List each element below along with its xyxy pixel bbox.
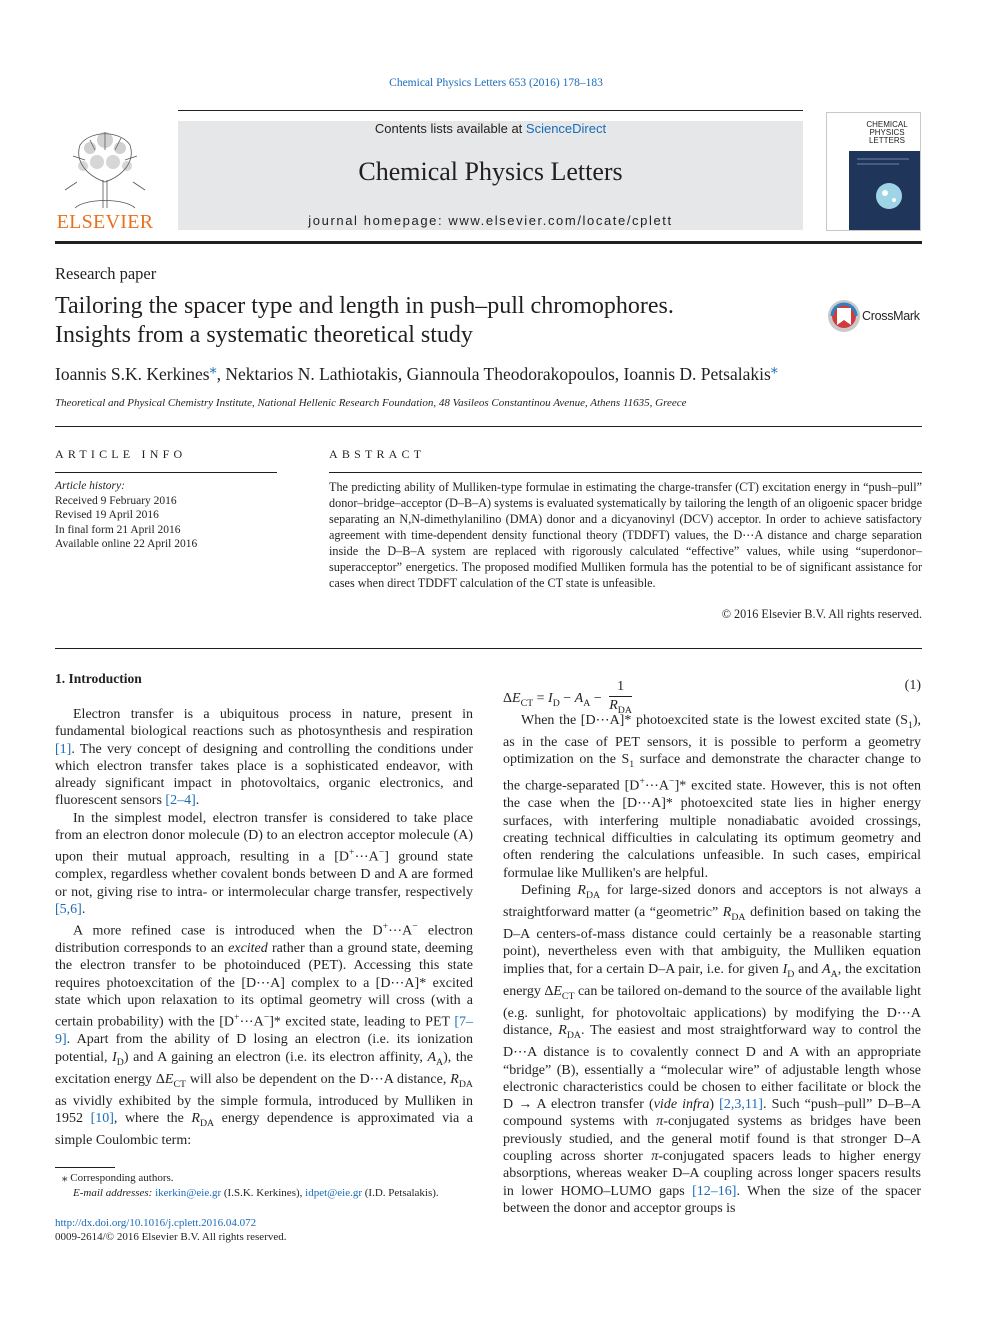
abstract-heading: ABSTRACT <box>329 447 426 461</box>
abstract-copyright: © 2016 Elsevier B.V. All rights reserved. <box>721 607 922 621</box>
contents-line <box>178 121 803 136</box>
header-rule-bottom <box>55 241 922 244</box>
journal-reference[interactable]: Chemical Physics Letters 653 (2016) 178–183 <box>389 77 603 89</box>
author-list <box>55 364 778 385</box>
corresponding-star-link[interactable]: ⁎ <box>770 362 778 378</box>
equation-1 <box>503 666 921 716</box>
footnote-emails <box>73 1187 439 1199</box>
divider <box>55 426 922 427</box>
paragraph: When the [D⋯A]* photoexcited state is the lowest excited state $(S_1)$, as in the case of PET sensors, it is possible to perform a geometry optimization on the $S_1$ surface and demonstrate the character change to the charge-separated [D+⋯A−]* excited state. However, this is not often the case when the [D⋯A]* photoexcited state lies in higher energy surfaces, with interfering multiple nonadiabatic avoided crossings, creating technical difficulties in calculating its optimum geometry and often rendering the calculations unfeasible. In such cases, empirical formulae like Mulliken's are helpful. <box>503 713 921 881</box>
history-label: Article history: <box>55 480 125 492</box>
email-owner: (I.S.K. Kerkines), <box>221 1187 306 1199</box>
footnote-rule <box>55 1167 115 1168</box>
citation-link[interactable]: [2–4] <box>165 793 196 809</box>
article-info-heading: ARTICLE INFO <box>55 447 187 461</box>
equation-body: $\Delta E_{CT} = I_D - A_A$ − 1 $R_{DA}$ <box>503 678 632 720</box>
history-final: In final form 21 April 2016 <box>55 523 181 536</box>
title-line-2: Insights from a systematic theoretical study <box>55 322 473 348</box>
homepage-url[interactable]: www.elsevier.com/locate/cplett <box>448 213 673 228</box>
article-title <box>55 292 815 350</box>
journal-title: Chemical Physics Letters <box>358 157 623 186</box>
equation-fraction: 1 $R_{DA}$ <box>609 679 632 716</box>
issn-line: 0009-2614/© 2016 Elsevier B.V. All rights reserved. <box>55 1231 287 1243</box>
cover-image-band <box>849 151 921 231</box>
paragraph: Electron transfer is a ubiquitous process in nature, present in fundamental biological reactions such as photosynthesis and respiration [1]. The very concept of designing and controlling the conditions under which electron transfer takes place is a sophisticated endeavor, with already significant impact in photovoltaics, organic electronics, and fluorescent sensors [2–4]. <box>55 707 473 809</box>
paragraph: In the simplest model, electron transfer is considered to take place from an electron donor molecule (D) to an electron acceptor molecule (A) upon their mutual approach, resulting in a [D+⋯A−] ground state complex, regardless whether covalent bonds between D and A are formed or not, giving rise to intra- or intermolecular charge transfer, respectively [5,6]. <box>55 810 474 917</box>
citation-link[interactable]: [7–9] <box>55 1015 473 1048</box>
email-owner: (I.D. Petsalakis). <box>362 1187 439 1199</box>
other-authors: , Nektarios N. Lathiotakis, Giannoula Theodorakopoulos, Ioannis D. Petsalakis <box>216 364 771 384</box>
abstract-text: The predicting ability of Mulliken-type formulae in estimating the charge-transfer (CT) excitation energy in “push–pull” donor–bridge–acceptor (D–B–A) systems is evaluated systematically by tailoring the length of an oligoenic spacer bridge separating an N,N-dimethylanilino (DMA) donor and a dicyanovinyl (DCV) acceptor. In order to achieve satisfactory agreement with time-dependent density functional theory (TDDFT) values, the D⋯A distance and charge separation inside the D–B–A system are replaced with rigorously calculated “effective” values, while using “superdonor–superacceptor” energetics. The proposed modified Mulliken formula has the potential to be of significant assistance for cases when direct TDDFT calculation of the CT state is unfeasible. <box>329 480 922 590</box>
crossmark-label[interactable]: CrossMark <box>862 309 920 323</box>
journal-homepage <box>178 213 803 228</box>
homepage-prefix: journal homepage: <box>308 213 449 228</box>
footnote-corresponding: ⁎ Corresponding authors. <box>62 1172 174 1184</box>
body-right-column <box>503 712 921 1217</box>
sciencedirect-link[interactable]: ScienceDirect <box>525 121 607 136</box>
corresponding-star-link[interactable]: ⁎ <box>209 362 217 378</box>
citation-link[interactable]: [12–16] <box>692 1183 737 1199</box>
email-link-petsalakis[interactable]: idpet@eie.gr <box>305 1187 362 1199</box>
contents-prefix: Contents lists available at <box>374 121 526 136</box>
divider <box>55 648 922 649</box>
history-revised: Revised 19 April 2016 <box>55 509 159 521</box>
cover-graphic <box>849 151 921 231</box>
author-kerkines: Ioannis S.K. Kerkines <box>55 364 210 384</box>
header-rule-top <box>178 110 803 111</box>
equation-number: (1) <box>904 678 921 693</box>
citation-link[interactable]: [10] <box>90 1111 114 1127</box>
paragraph: Defining $R_{DA}$ for large-sized donors and acceptors is not always a straightforward matter (a “geometric” $R_{DA}$ definition based on taking the D–A centers-of-mass distance could certainly be a reasonable starting point), nevertheless even with that ambiguity, the Mulliken equation implies that, for a certain D–A pair, i.e. for given $I_D$ and $A_A$, the excitation energy $\Delta E_{CT}$ can be tailored on-demand to the source of the available light (e.g. sunlight, for photovoltaic applications) by modifying the D⋯A distance, $R_{DA}$. The easiest and most straightforward way to control the D⋯A distance is to covalently connect D and A with an appropriate “bridge” (B), essentially a “molecular wire” of adjustable length whose electronic characteristics could be chosen to either facilitate or block the D → A electron transfer (vide infra) [2,3,11]. Such “push–pull” D–B–A compound systems with π-conjugated systems as bridges have been previously studied, and the general motif found is that stronger D–A coupling across shorter π-conjugated spacers leads to higher energy absorptions, whereas weaker D–A coupling across longer spacers results in lower HOMO–LUMO gaps [12–16]. When the size of the spacer between the donor and acceptor groups is <box>503 882 922 1216</box>
paragraph: A more refined case is introduced when the D+⋯A− electron distribution corresponds to an excited rather than a ground state, deeming the electron transfer to be photoinduced (PET). Accessing this state requires photoexcitation of the [D⋯A] complex to a [D⋯A]* excited state which upon relaxation to its optimal geometry will cross (with a certain probability) with the [D+⋯A−]* excited state, leading to PET [7–9]. Apart from the ability of D losing an electron (i.e. its ionization potential, $I_D$) and A gaining an electron (i.e. its electron affinity, $A_A$), the excitation energy $\Delta E_{CT}$ will also be dependent on the D⋯A distance, $R_{DA}$ as vividly exhibited by the simple formula, introduced by Mulliken in 1952 [10], where the $R_{DA}$ energy dependence is approximated via a simple Coulombic term: <box>55 921 474 1149</box>
journal-cover-thumbnail[interactable] <box>826 112 921 231</box>
affiliation: Theoretical and Physical Chemistry Institute, National Hellenic Research Foundation, 48 Vasileos Constantinou Avenue, Athens 11635, Greece <box>55 397 687 409</box>
section-title: 1. Introduction <box>55 671 142 686</box>
citation-link[interactable]: [2,3,11] <box>719 1097 763 1113</box>
article-type: Research paper <box>55 264 157 283</box>
cover-title: CHEMICAL PHYSICS LETTERS <box>866 120 908 145</box>
citation-link[interactable]: [1] <box>55 741 72 757</box>
history-received: Received 9 February 2016 <box>55 494 177 507</box>
elsevier-wordmark: ELSEVIER <box>56 211 154 233</box>
citation-link[interactable]: [5,6] <box>55 901 82 917</box>
article-history <box>55 479 197 552</box>
title-line-1: Tailoring the spacer type and length in push–pull chromophores. <box>55 293 674 319</box>
email-link-kerkines[interactable]: ikerkin@eie.gr <box>155 1187 222 1199</box>
divider <box>55 472 277 473</box>
divider <box>329 472 922 473</box>
body-left-column <box>55 706 473 1149</box>
email-label: E-mail addresses: <box>73 1187 156 1199</box>
doi-link[interactable]: http://dx.doi.org/10.1016/j.cplett.2016.04.072 <box>55 1217 257 1229</box>
history-online: Available online 22 April 2016 <box>55 538 198 550</box>
